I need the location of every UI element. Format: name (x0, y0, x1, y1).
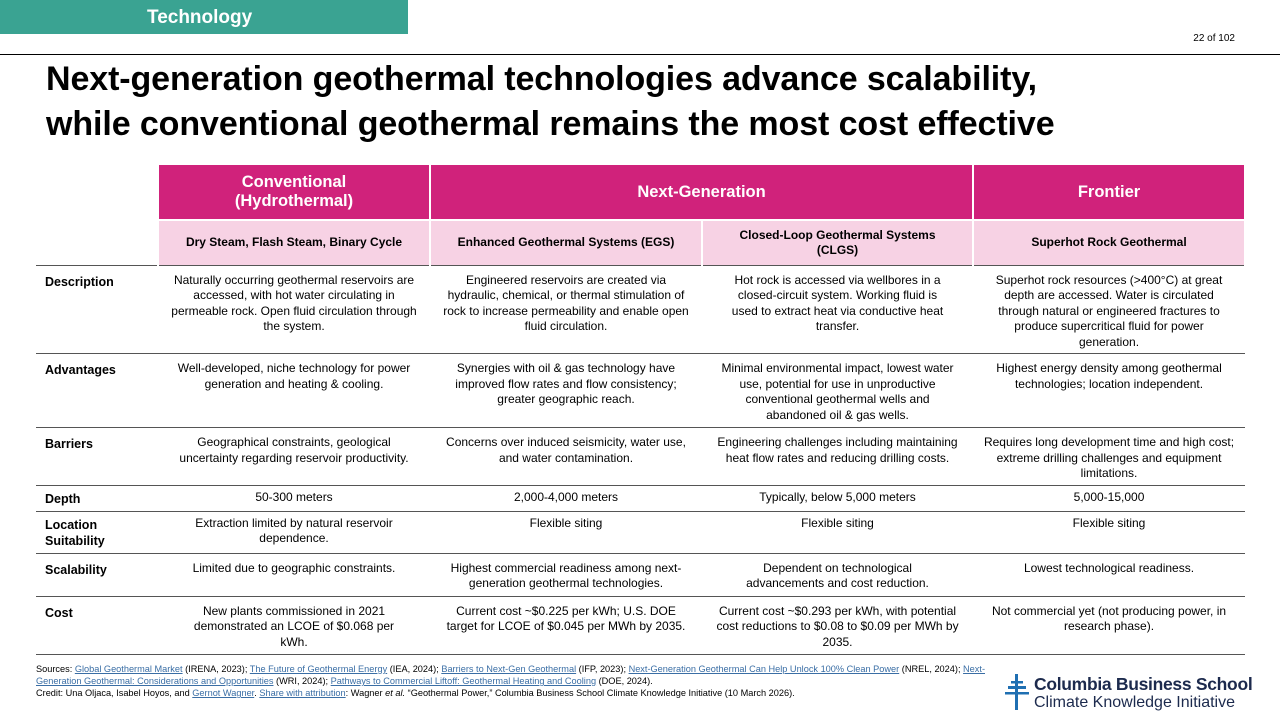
row-label: Advantages (45, 363, 116, 377)
table-cell: Dependent on technological advancements and cost reduction. (746, 560, 929, 590)
table-cell: Requires long development time and high cost; extreme drilling challenges and equipment limitations. (983, 435, 1235, 480)
crown-cross-icon (1004, 674, 1030, 710)
header-divider (0, 54, 1280, 55)
table-row (36, 553, 1245, 596)
section-tab: Technology (0, 0, 408, 34)
table-cell: 2,000-4,000 meters (513, 489, 619, 504)
source-note: (IRENA, 2023); (182, 664, 250, 674)
table-row (36, 596, 1245, 654)
table-cell: Hot rock is accessed via wellbores in a closed-circuit system. Working fluid is used to extract heat via conductive heat transfer. (731, 272, 944, 333)
source-note: (WRI, 2024); (273, 676, 331, 686)
source-link[interactable]: Next-Generation Geothermal Can Help Unlock 100% Clean Power (628, 664, 900, 674)
row-label: Location Suitability (45, 517, 105, 548)
title-line-1: Next-generation geothermal technologies advance scalability, (46, 60, 1037, 98)
table-row (36, 265, 1245, 354)
row-label: Scalability (45, 562, 107, 577)
table-cell: Engineering challenges including maintaining heat flow rates and reducing drilling costs. (717, 435, 958, 465)
credit-mid: : Wagner (345, 688, 386, 698)
source-link[interactable]: Next-Generation Geothermal: Considerations and Opportunities (36, 664, 985, 686)
source-note: (NREL, 2024); (899, 664, 964, 674)
table-cell: Typically, below 5,000 meters (759, 489, 916, 504)
corner-cell (36, 165, 158, 220)
table-cell: Not commercial yet (not producing power, in research phase). (991, 603, 1227, 633)
row-label: Depth (45, 491, 81, 506)
source-note: (IEA, 2024); (387, 664, 442, 674)
table-cell: Minimal environmental impact, lowest water use, potential for use in unproductive conventional geothermal wells and abandoned oil & gas wells. (721, 361, 954, 422)
sources-footnote (36, 663, 996, 699)
comparison-table (36, 165, 1246, 655)
row-label: Cost (45, 605, 73, 620)
table-cell: New plants commissioned in 2021 demonstrated an LCOE of $0.068 per kWh. (193, 603, 395, 649)
credit-line (36, 687, 996, 699)
table-cell: Flexible siting (801, 515, 874, 530)
table-row (36, 354, 1245, 428)
source-link[interactable]: Pathways to Commercial Liftoff: Geothermal Heating and Cooling (330, 676, 597, 686)
table-cell: Lowest technological readiness. (1023, 560, 1195, 575)
page-title (46, 57, 1246, 147)
table-cell: Concerns over induced seismicity, water use, and water contamination. (446, 435, 686, 465)
share-link[interactable]: Share with attribution (259, 688, 346, 698)
credit-suffix: “Geothermal Power,” Columbia Business School Climate Knowledge Initiative (10 March 2026). (405, 688, 795, 698)
credit-etal: et al. (385, 688, 406, 698)
corner-cell (36, 220, 158, 265)
row-label: Barriers (45, 437, 93, 451)
source-note: (IFP, 2023); (576, 664, 629, 674)
page-number: 22 of 102 (1193, 33, 1235, 44)
logo-line-2: Climate Knowledge Initiative (1034, 694, 1235, 711)
group-header-conventional: Conventional (Hydrothermal) (158, 165, 430, 220)
sources-line (36, 663, 996, 687)
group-header-row (36, 165, 1245, 220)
table-cell: Flexible siting (529, 515, 603, 530)
table-cell: Current cost ~$0.225 per kWh; U.S. DOE target for LCOE of $0.045 per MWh by 2035. (446, 603, 686, 633)
subheader-cell: Enhanced Geothermal Systems (EGS) (430, 220, 702, 265)
subheader-cell: Superhot Rock Geothermal (973, 220, 1245, 265)
source-link[interactable]: Global Geothermal Market (74, 664, 183, 674)
table-cell: Superhot rock resources (>400°C) at great depth are accessed. Water is circulated through natural or engineered fractures to produce supercritical fluid for power generation. (995, 272, 1223, 349)
source-note: (DOE, 2024). (596, 676, 653, 686)
table-cell: Highest commercial readiness among next-generation geothermal technologies. (450, 560, 682, 590)
subheader-cell: Dry Steam, Flash Steam, Binary Cycle (158, 220, 430, 265)
logo-line-1: Columbia Business School (1034, 674, 1253, 694)
table-cell: Well-developed, niche technology for power generation and heating & cooling. (177, 361, 411, 391)
columbia-logo (1004, 672, 1264, 716)
table-cell: 50-300 meters (255, 489, 333, 504)
table-cell: Highest energy density among geothermal technologies; location independent. (996, 361, 1222, 391)
table-cell: Naturally occurring geothermal reservoirs are accessed, with hot water circulating in permeable rock. Open fluid circulation through the system. (171, 272, 417, 333)
author-link[interactable]: Gernot Wagner (192, 688, 255, 698)
table-row (36, 485, 1245, 511)
table-cell: Current cost ~$0.293 per kWh, with potential cost reductions to $0.08 to $0.09 per MWh by 2035. (716, 603, 959, 649)
group-header-next-generation: Next-Generation (430, 165, 973, 220)
table-cell: Synergies with oil & gas technology have improved flow rates and flow consistency; greater geographic reach. (455, 361, 677, 406)
title-line-2: while conventional geothermal remains the most cost effective (46, 105, 1055, 143)
table-cell: Geographical constraints, geological uncertainty regarding reservoir productivity. (179, 435, 409, 465)
table-cell: 5,000-15,000 (1073, 489, 1145, 504)
credit-prefix: Credit: Una Oljaca, Isabel Hoyos, and (36, 688, 193, 698)
table-cell: Extraction limited by natural reservoir dependence. (195, 515, 393, 545)
row-label: Description (45, 274, 114, 289)
table-cell: Flexible siting (1072, 515, 1146, 530)
group-header-frontier: Frontier (973, 165, 1245, 220)
source-link[interactable]: Barriers to Next-Gen Geothermal (441, 664, 577, 674)
subheader-row (36, 220, 1245, 265)
subheader-cell: Closed-Loop Geothermal Systems (CLGS) (702, 220, 973, 265)
table-cell: Limited due to geographic constraints. (192, 560, 396, 575)
credit-separator: . (254, 688, 260, 698)
source-link[interactable]: The Future of Geothermal Energy (249, 664, 388, 674)
table-row (36, 511, 1245, 553)
table-cell: Engineered reservoirs are created via hydraulic, chemical, or thermal stimulation of rock to increase permeability and enable open fluid circulation. (443, 272, 689, 333)
table-row (36, 428, 1245, 486)
sources-prefix: Sources: (36, 664, 75, 674)
